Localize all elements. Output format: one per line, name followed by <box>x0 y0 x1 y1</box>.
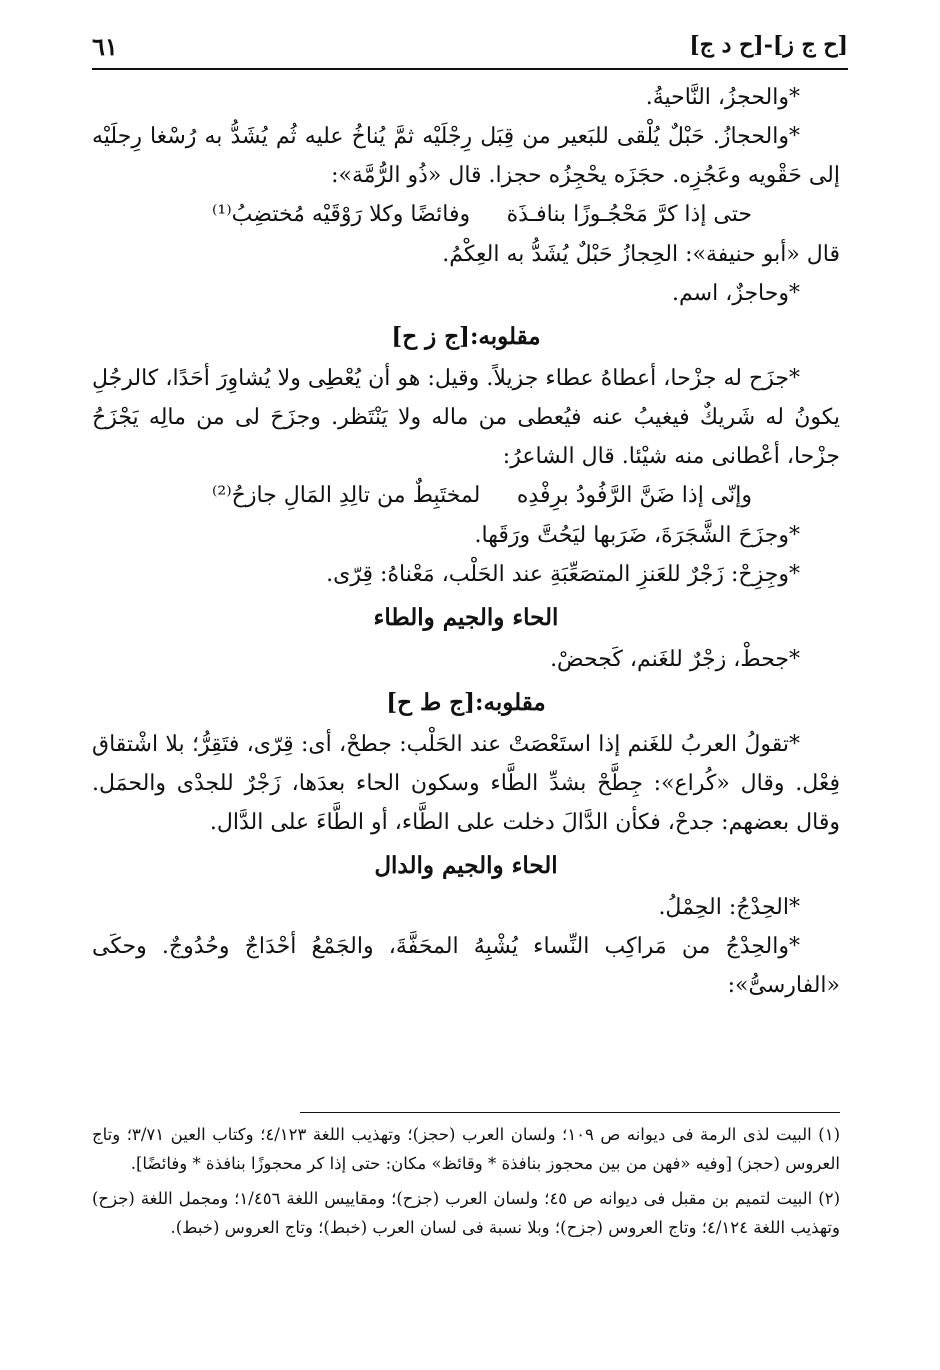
verse-hemistich-first: وإنّى إذا ضَنَّ الرَّفُودُ برِفْدِه <box>516 483 752 508</box>
entry-paragraph: *جزَح له جزْحا، أعطاهُ عطاء جزيلاً. وقيل: هو أن يُعْطِى ولا يُشاوِرَ أحَدًا، كالرجُلِ يكونُ له شَريكٌ فيغيبُ عنه فيُعطى من ماله ولا يَنْتَظر. وجزَحَ لى من مالِه يَجْزَحُ جزْحا، أعْطانى منه شيْئا. قال الشاعرُ: <box>92 366 840 469</box>
section-heading: الحاء والجيم والطاء <box>373 604 559 631</box>
section-heading: الحاء والجيم والدال <box>374 852 558 879</box>
footnote: (١) البيت لذى الرمة فى ديوانه ص ١٠٩؛ ولسان العرب (حجز)؛ وتهذيب اللغة ٤/١٢٣؛ وكتاب العين ٣/٧١؛ وتاج العروس (حجز) [وفيه «فهن من بين محجوز بنافذة * وقائظ» مكان: حتى إذا كر محجوزًا بنافذة * وفائضًا]. <box>92 1125 841 1173</box>
verse-line <box>92 195 840 235</box>
entry-paragraph: *تقولُ العربُ للغَنم إذا استَعْصَتْ عند الحَلْب: جطحْ، أى: قِرّى، فتَقِرُّ؛ بلا اشْتقاق فِعْل. وقال «كُراع»: جِطَّحْ بشدِّ الطَّاء وسكون الحاء بعدَها، زَجْرٌ للجدْى والحمَل. وقال بعضهم: جدحْ، فكأن الدَّالَ دخلت على الطَّاء، أو الطَّاءَ على الدَّال. <box>92 732 840 835</box>
verse-line <box>92 476 840 516</box>
entry-paragraph: *والحجزُ، النَّاحيةُ. <box>645 85 800 110</box>
verse-hemistich-second: لمختَبِطٌ من تالِدِ المَالِ جازحُ⁽²⁾ <box>212 483 481 508</box>
entry-paragraph: *الحِدْجُ: الحِمْلُ. <box>658 895 800 920</box>
footnotes <box>92 1120 840 1248</box>
section-heading: مقلوبه:[ج ز ح] <box>391 323 541 350</box>
entry-paragraph: *وجِزِحْ: زَجْرٌ للعَنزِ المتصَعِّبَةِ عند الحَلْب، مَعْناهُ: قِرّى. <box>326 562 800 587</box>
verse-hemistich-first: حتى إذا كرَّ مَحْجُـوزًا بنافـذَة <box>506 202 752 227</box>
section-heading: مقلوبه:[ج ط ح] <box>386 689 546 716</box>
footnote-divider <box>300 1112 840 1113</box>
verse-hemistich-second: وفائضًا وكلا رَوْقَيْه مُختضِبُ⁽¹⁾ <box>212 202 471 227</box>
main-text <box>92 78 840 1005</box>
entry-paragraph: *والحِدْجُ من مَراكِب النِّساء يُشْبِهُ المحَفَّةَ، والجَمْعُ أحْدَاجٌ وحُدُوجٌ. وحكَى «الفارسىُّ»: <box>92 934 840 998</box>
page-header <box>92 28 848 70</box>
entry-paragraph: قال «أبو حنيفة»: الحِجازُ حَبْلٌ يُشَدُّ به العِكْمُ. <box>442 242 840 267</box>
entry-paragraph: *والحجازُ. حَبْلٌ يُلْقى للبَعير من قِبَل رِجْلَيْه ثمَّ يُناخُ عليه ثُم يُشَدُّ به رُسْغا رِجلَيْه إلى حَقْويه وعَجُزِه. حجَزَه يحْجِزُه حجزا. قال «ذُو الرُّمَّة»: <box>92 124 840 188</box>
entry-paragraph: *وجزَحَ الشَّجَرَةَ، ضَرَبها ليَحُتَّ ورَقَها. <box>474 523 800 548</box>
page-number: ٦١ <box>92 32 118 61</box>
entry-paragraph: *وحاجزٌ، اسم. <box>672 281 800 306</box>
entry-paragraph: *جحطْ، زجْرٌ للغَنم، كَجحضْ. <box>550 647 800 672</box>
footnote: (٢) البيت لتميم بن مقبل فى ديوانه ص ٤٥؛ ولسان العرب (جزح)؛ ومقاييس اللغة ١/٤٥٦؛ ومجمل اللغة (جزح) وتهذيب اللغة ٤/١٢٤؛ وتاج العروس (جزح)؛ وبلا نسبة فى لسان العرب (خبط)؛ وتاج العروس (خبط). <box>92 1189 841 1237</box>
running-head: [ح ج ز]-[ح د ج] <box>689 32 848 58</box>
